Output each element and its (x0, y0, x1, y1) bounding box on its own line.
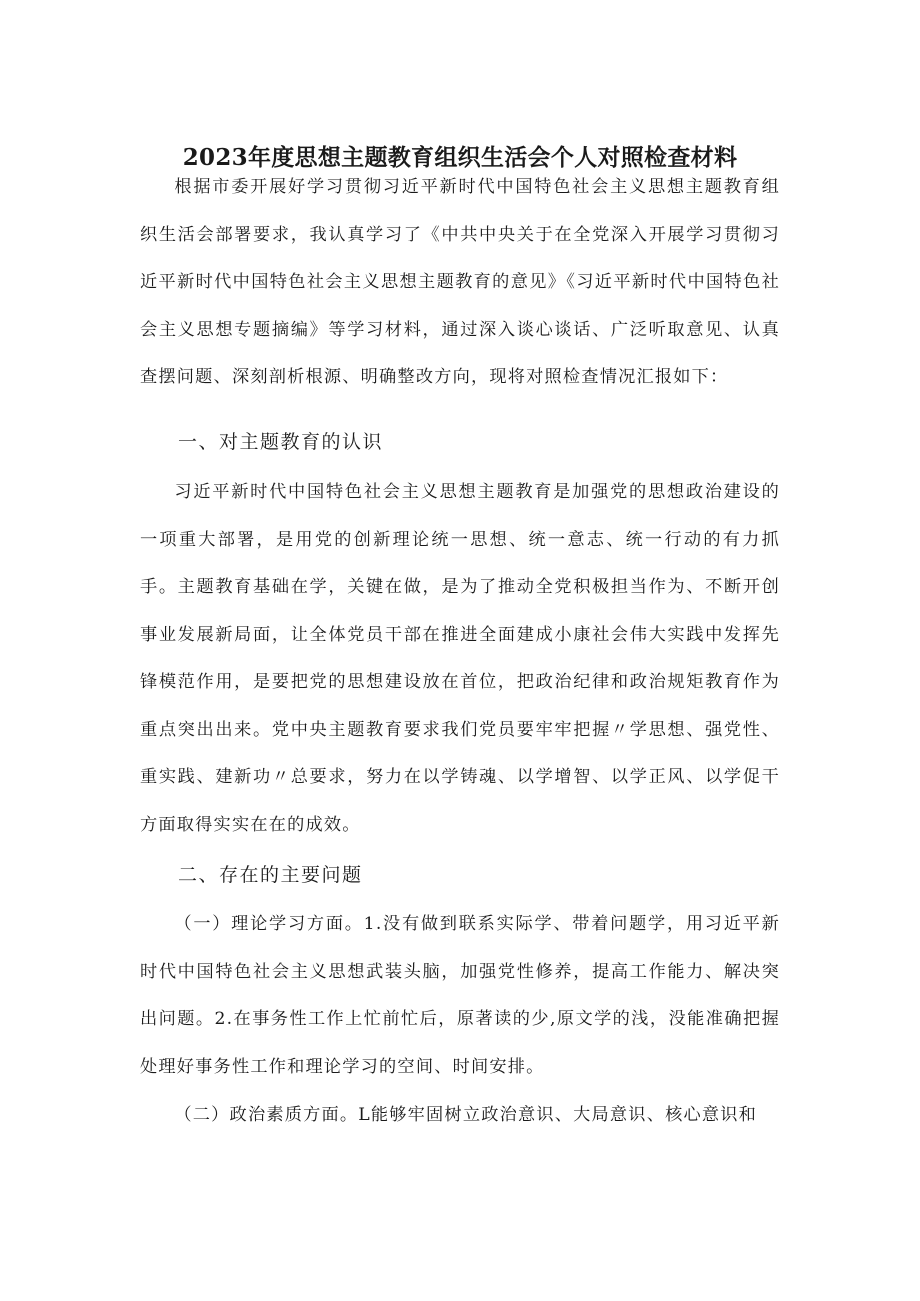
section-heading-problems: 二、存在的主要问题 (178, 864, 363, 886)
problem-item-theory-study: （一）理论学习方面。1.没有做到联系实际学、带着问题学，用习近平新时代中国特色社会主义思想武装头脑，加强党性修养，提高工作能力、解决突出问题。2.在事务性工作上忙前忙后，原著读的少,原文学的浅，没能准确把握处理好事务性工作和理论学习的空间、时间安排。 (140, 914, 780, 1077)
section-heading-understanding: 一、对主题教育的认识 (178, 431, 384, 453)
problem-item-political-quality: （二）政治素质方面。L能够牢固树立政治意识、大局意识、核心意识和 (174, 1105, 758, 1125)
intro-paragraph: 根据市委开展好学习贯彻习近平新时代中国特色社会主义思想主题教育组织生活会部署要求，我认真学习了《中共中央关于在全党深入开展学习贯彻习近平新时代中国特色社会主义思想主题教育的意见》《习近平新时代中国特色社会主义思想专题摘编》等学习材料，通过深入谈心谈话、广泛听取意见、认真查摆问题、深刻剖析根源、明确整改方向，现将对照检查情况汇报如下： (140, 177, 780, 387)
document-title: 2023年度思想主题教育组织生活会个人对照检查材料 (182, 144, 738, 171)
section-paragraph-understanding: 习近平新时代中国特色社会主义思想主题教育是加强党的思想政治建设的一项重大部署，是用党的创新理论统一思想、统一意志、统一行动的有力抓手。主题教育基础在学，关键在做，是为了推动全党积极担当作为、不断开创事业发展新局面，让全体党员干部在推进全面建成小康社会伟大实践中发挥先锋模范作用，是要把党的思想建设放在首位，把政治纪律和政治规矩教育作为重点突出出来。党中央主题教育要求我们党员要牢牢把握〃学思想、强党性、重实践、建新功〃总要求，努力在以学铸魂、以学增智、以学正风、以学促干方面取得实实在在的成效。 (140, 482, 780, 835)
